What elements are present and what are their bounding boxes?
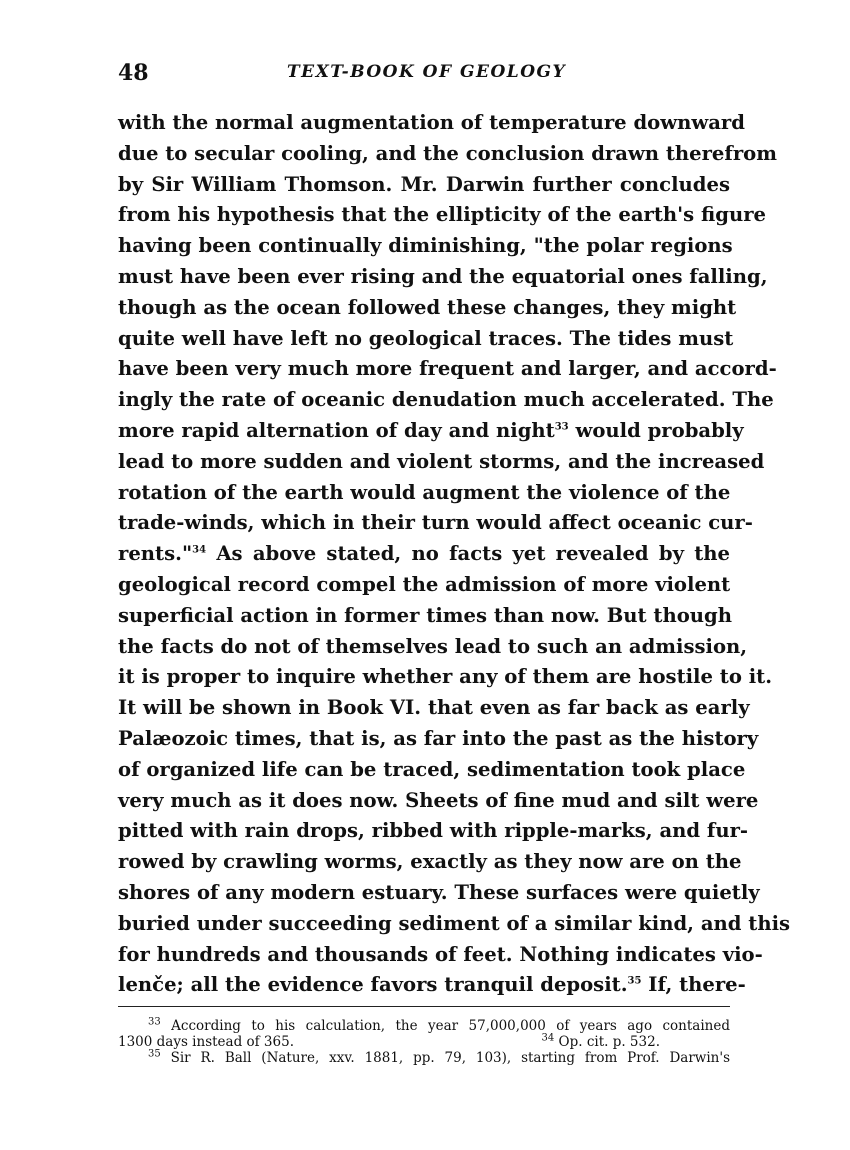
footnote-text: Op. cit. p. 532. bbox=[558, 1034, 660, 1050]
footnote-35 bbox=[118, 1050, 730, 1066]
page-header bbox=[0, 60, 850, 90]
footnote-33-cont bbox=[118, 1034, 730, 1050]
footnote-ref-33[interactable]: 33 bbox=[554, 421, 569, 433]
text-line: rotation of the earth would augment the violence of the bbox=[118, 480, 731, 504]
text-line: It will be shown in Book VI. that even as far back as early bbox=[118, 696, 750, 720]
text-line: trade-winds, which in their turn would affect oceanic cur- bbox=[118, 511, 753, 535]
text-line: very much as it does now. Sheets of fine mud and silt were bbox=[118, 788, 759, 812]
text-line: superficial action in former times than now. But though bbox=[118, 603, 732, 627]
text-line: pitted with rain drops, ribbed with ripple-marks, and fur- bbox=[118, 819, 749, 843]
text-line: must have been ever rising and the equatorial ones falling, bbox=[118, 264, 768, 288]
footnote-33 bbox=[118, 1018, 730, 1034]
text-segment: If, there- bbox=[641, 973, 746, 997]
footnotes bbox=[118, 1018, 730, 1066]
text-line: for hundreds and thousands of feet. Nothing indicates vio- bbox=[118, 942, 763, 966]
text-line: due to secular cooling, and the conclusion drawn therefrom bbox=[118, 141, 777, 165]
text-line: lead to more sudden and violent storms, and the increased bbox=[118, 449, 765, 473]
text-line: shores of any modern estuary. These surfaces were quietly bbox=[118, 880, 760, 904]
text-line: with the normal augmentation of temperature downward bbox=[118, 111, 745, 134]
text-line: though as the ocean followed these changes, they might bbox=[118, 295, 737, 319]
text-segment: more rapid alternation of day and night bbox=[118, 418, 555, 442]
text-line: buried under succeeding sediment of a similar kind, and this bbox=[118, 911, 791, 935]
footnote-text: According to his calculation, the year 57,000,000 of years ago contained bbox=[171, 1018, 730, 1034]
running-title: TEXT-BOOK OF GEOLOGY bbox=[287, 62, 567, 82]
text-line: it is proper to inquire whether any of them are hostile to it. bbox=[118, 665, 773, 689]
footnote-mark: 35 bbox=[148, 1048, 161, 1060]
text-line: the facts do not of themselves lead to such an admission, bbox=[118, 634, 748, 658]
text-line bbox=[118, 539, 730, 570]
page-number: 48 bbox=[118, 60, 149, 86]
text-segment: lenče; all the evidence favors tranquil deposit. bbox=[118, 973, 628, 997]
footnote-mark: 33 bbox=[148, 1016, 161, 1028]
text-line: having been continually diminishing, "the polar regions bbox=[118, 234, 733, 258]
text-line: Palæozoic times, that is, as far into the past as the history bbox=[118, 726, 759, 750]
footnote-ref-34[interactable]: 34 bbox=[192, 544, 207, 556]
text-line: geological record compel the admission of more violent bbox=[118, 572, 731, 596]
text-line bbox=[118, 970, 746, 1001]
text-line: ingly the rate of oceanic denudation much accelerated. The bbox=[118, 388, 774, 412]
text-segment: As above stated, no facts yet revealed by the bbox=[206, 542, 730, 566]
text-segment: would probably bbox=[568, 418, 744, 442]
text-line: rowed by crawling worms, exactly as they now are on the bbox=[118, 850, 742, 874]
text-line: of organized life can be traced, sedimentation took place bbox=[118, 757, 746, 781]
text-line: have been very much more frequent and larger, and accord- bbox=[118, 357, 777, 381]
text-line bbox=[118, 416, 744, 447]
body-text bbox=[118, 108, 791, 1001]
footnote-text: 1300 days instead of 365. bbox=[118, 1034, 294, 1050]
footnote-divider bbox=[118, 1006, 730, 1007]
text-segment: rents." bbox=[118, 542, 193, 566]
footnote-ref-35[interactable]: 35 bbox=[627, 975, 642, 987]
text-line: by Sir William Thomson. Mr. Darwin further concludes bbox=[118, 172, 730, 196]
footnote-mark: 34 bbox=[541, 1032, 555, 1044]
footnote-text: Sir R. Ball (Nature, xxv. 1881, pp. 79, 103), starting from Prof. Darwin's bbox=[170, 1050, 730, 1066]
text-line: quite well have left no geological traces. The tides must bbox=[118, 326, 734, 350]
text-line: from his hypothesis that the ellipticity of the earth's figure bbox=[118, 203, 766, 227]
footnote-34 bbox=[542, 1034, 661, 1050]
